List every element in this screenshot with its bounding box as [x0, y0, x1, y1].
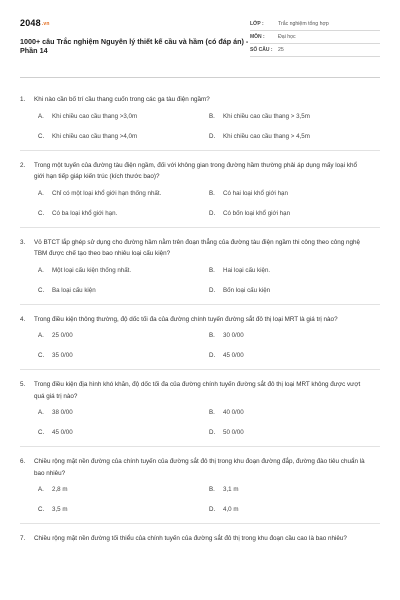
question-number: 2. [20, 161, 26, 169]
option-letter: C. [38, 429, 45, 436]
answer-options [20, 267, 380, 295]
question-list [20, 85, 380, 554]
option-letter: B. [209, 112, 215, 120]
option-text: 38 0/00 [52, 409, 73, 416]
question-header [20, 237, 380, 260]
meta-label: LỚP : [250, 21, 264, 27]
option-letter: C. [38, 352, 45, 359]
meta-row-class [250, 18, 380, 31]
option-letter: A. [38, 266, 44, 274]
option-text: Có ba loại khổ giới hạn. [52, 209, 118, 217]
option-letter: B. [209, 409, 215, 416]
option-text: 30 0/00 [223, 332, 244, 339]
option-letter: A. [38, 189, 44, 197]
question-text: Trong một tuyến của đường tàu điện ngầm, đối với không gian trong đường hầm thường phải áp dụng mấy loại khổ giới hạn tiếp giáp kiến trúc (kích thước bao)? [34, 161, 357, 180]
answer-options [20, 409, 380, 437]
option-text: Khi chiều cao cầu thang > 4,5m [223, 132, 310, 140]
meta-value: 25 [278, 47, 284, 53]
option-text: 40 0/00 [223, 409, 244, 416]
answer-option[interactable] [38, 287, 209, 295]
option-text: Có hai loại khổ giới hạn [223, 189, 288, 197]
question-number: 6. [20, 458, 26, 465]
answer-option[interactable] [38, 190, 209, 198]
answer-option[interactable] [209, 190, 380, 198]
answer-option[interactable] [38, 267, 209, 275]
question-text: Chiều rộng mặt nền đường của chính tuyến của đường sắt đô thị trong khu đoạn đường đắp, đường đào tiêu chuẩn là bao nhiêu? [34, 458, 365, 477]
option-text: Chỉ có một loại khổ giới hạn thống nhất. [52, 189, 162, 197]
answer-option[interactable] [209, 287, 380, 295]
option-text: 4,0 m [223, 506, 239, 513]
option-text: Ba loại cấu kiện [52, 286, 96, 294]
option-text: 45 0/00 [223, 352, 244, 359]
option-text: Có bốn loại khổ giới hạn [223, 209, 291, 217]
option-text: 35 0/00 [52, 352, 73, 359]
option-text: 3,1 m [223, 486, 239, 493]
question-item [20, 370, 380, 447]
question-number: 4. [20, 315, 26, 323]
answer-option[interactable] [38, 352, 209, 360]
option-letter: C. [38, 286, 45, 294]
question-item [20, 228, 380, 305]
answer-option[interactable] [209, 409, 380, 417]
option-letter: D. [209, 132, 216, 140]
question-header [20, 379, 380, 402]
answer-option[interactable] [38, 409, 209, 417]
option-text: Một loại cấu kiện thống nhất. [52, 266, 132, 274]
option-text: 2,8 m [52, 486, 68, 493]
meta-row-count [250, 44, 380, 57]
question-text: Vỏ BTCT lắp ghép sử dụng cho đường hầm nằm trên đoạn thẳng của đường tàu điện ngầm thi công theo công nghệ TBM được chế tạo theo bao nhiêu loại cấu kiện? [34, 238, 361, 257]
answer-options [20, 486, 380, 514]
answer-option[interactable] [209, 113, 380, 121]
answer-option[interactable] [38, 486, 209, 494]
question-number: 7. [20, 535, 26, 542]
answer-option[interactable] [38, 133, 209, 141]
question-text: Khi nào cần bố trí cầu thang cuốn trong các ga tàu điện ngầm? [34, 96, 210, 103]
option-letter: A. [38, 112, 44, 120]
answer-options [20, 113, 380, 141]
question-number: 5. [20, 381, 26, 388]
meta-label: MÔN : [250, 34, 265, 40]
answer-option[interactable] [38, 210, 209, 218]
question-text: Trong điều kiện thông thường, độ dốc tối đa của đường chính tuyến đường sắt đô thị loại MRT là giá trị nào? [34, 315, 338, 323]
answer-option[interactable] [209, 133, 380, 141]
answer-option[interactable] [209, 506, 380, 514]
answer-option[interactable] [209, 267, 380, 275]
option-text: 25 0/00 [52, 332, 73, 339]
option-text: 3,5 m [52, 506, 68, 513]
question-text: Trong điều kiện địa hình khó khăn, độ dốc tối đa của đường chính tuyến đường sắt đô thị loại MRT không được vượt quá giá trị nào? [34, 381, 361, 400]
question-item [20, 524, 380, 554]
meta-value: Đại học [278, 34, 296, 40]
meta-label: SỐ CÂU : [250, 47, 273, 53]
option-letter: B. [209, 332, 215, 339]
option-text: Khi chiều cao cầu thang >4,0m [52, 132, 138, 140]
option-text: 45 0/00 [52, 429, 73, 436]
brand-suffix: .vn [41, 21, 50, 27]
answer-options [20, 332, 380, 360]
question-header [20, 456, 380, 479]
answer-option[interactable] [209, 429, 380, 437]
option-text: Bốn loại cấu kiện [223, 286, 271, 294]
option-letter: B. [209, 189, 215, 197]
question-header [20, 94, 380, 106]
question-item [20, 447, 380, 524]
meta-value: Trắc nghiệm tổng hợp [278, 21, 329, 27]
header-divider [20, 77, 380, 78]
question-header [20, 160, 380, 183]
answer-option[interactable] [38, 429, 209, 437]
option-letter: D. [209, 286, 216, 294]
brand-logo[interactable] [20, 18, 250, 28]
meta-row-subject [250, 31, 380, 44]
page-header [20, 18, 380, 73]
answer-options [20, 190, 380, 218]
answer-option[interactable] [38, 506, 209, 514]
option-text: Hai loại cấu kiện. [223, 266, 271, 274]
question-item [20, 151, 380, 228]
option-letter: D. [209, 352, 216, 359]
question-item [20, 85, 380, 151]
answer-option[interactable] [209, 332, 380, 340]
option-letter: A. [38, 486, 44, 493]
option-letter: D. [209, 209, 216, 217]
option-text: 50 0/00 [223, 429, 244, 436]
answer-option[interactable] [209, 352, 380, 360]
question-item [20, 305, 380, 371]
question-number: 3. [20, 238, 26, 246]
question-header [20, 533, 380, 545]
answer-option[interactable] [209, 486, 380, 494]
question-text: Chiều rộng mặt nền đường tối thiểu của chính tuyến của đường sắt đô thị trong khu đoạn cầu cao là bao nhiêu? [34, 535, 347, 542]
header-left [20, 18, 250, 55]
option-letter: B. [209, 486, 215, 493]
answer-option[interactable] [38, 113, 209, 121]
option-letter: A. [38, 332, 44, 339]
option-text: Khi chiều cao cầu thang > 3,5m [223, 112, 310, 120]
option-letter: C. [38, 506, 45, 513]
option-text: Khi chiều cao cầu thang >3,0m [52, 112, 138, 120]
question-header [20, 314, 380, 326]
answer-option[interactable] [38, 332, 209, 340]
question-number: 1. [20, 96, 26, 103]
option-letter: C. [38, 132, 45, 140]
option-letter: D. [209, 429, 216, 436]
option-letter: C. [38, 209, 45, 217]
document-title: 1000+ câu Trắc nghiệm Nguyên lý thiết kế cầu và hầm (có đáp án) - Phần 14 [20, 37, 249, 56]
brand-name: 2048 [20, 18, 41, 28]
answer-option[interactable] [209, 210, 380, 218]
meta-table [250, 18, 380, 57]
option-letter: A. [38, 409, 44, 416]
option-letter: B. [209, 266, 215, 274]
option-letter: D. [209, 506, 216, 513]
